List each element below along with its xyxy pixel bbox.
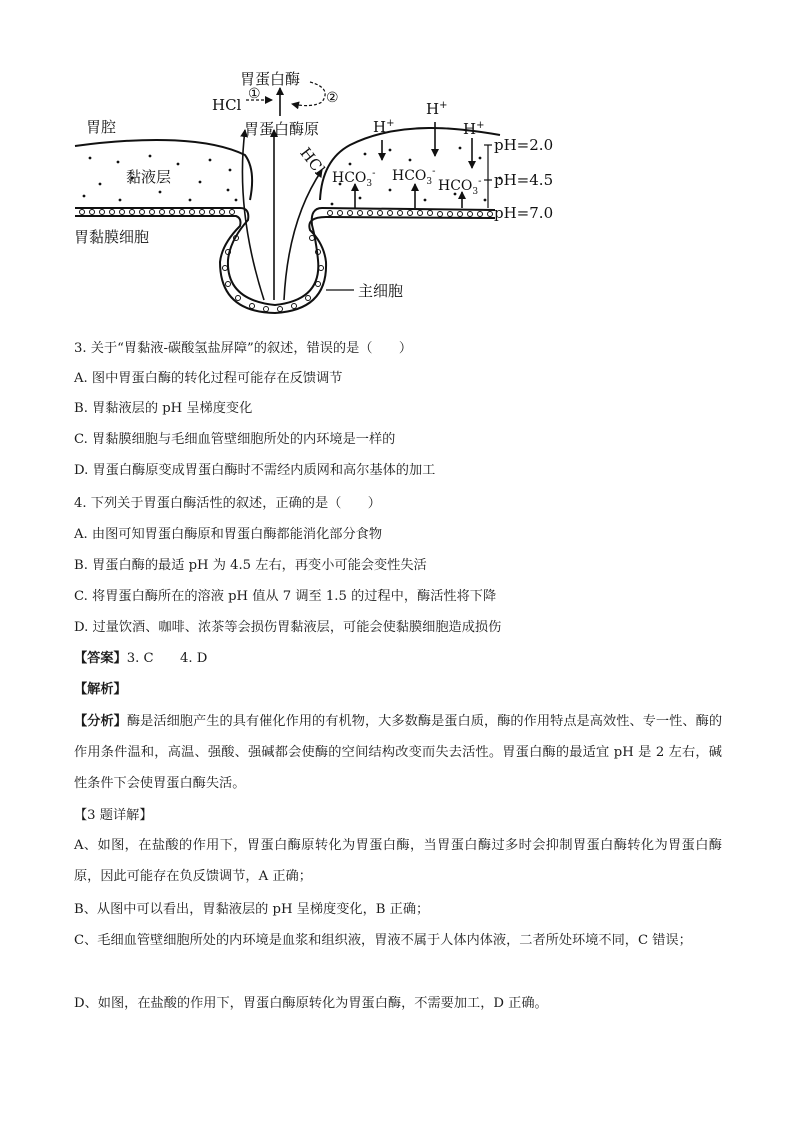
label-h-ion-3: H+: [463, 120, 485, 138]
question-3-option-a: A. 图中胃蛋白酶的转化过程可能存在反馈调节: [74, 371, 343, 386]
label-hcl-top: HCl: [212, 96, 242, 114]
question-3-stem: 3. 关于“胃黏液-碳酸氢盐屏障”的叙述，错误的是（ ）: [74, 341, 413, 356]
label-ph-2: pH=2.0: [494, 136, 554, 154]
question-4-option-d: D. 过量饮酒、咖啡、浓茶等会损伤胃黏液层，可能会使黏膜细胞造成损伤: [74, 620, 502, 635]
label-stomach-cavity: 胃腔: [86, 118, 117, 136]
question-4-option-a: A. 由图可知胃蛋白酶原和胃蛋白酶都能消化部分食物: [74, 527, 383, 542]
mucus-layer-outline: [75, 128, 500, 200]
cell-beads: [80, 210, 493, 312]
label-mucosa-cells: 胃黏膜细胞: [74, 228, 150, 246]
fenxi-text: 酶是活细胞产生的具有催化作用的有机物，大多数酶是蛋白质，酶的作用特点是高效性、专一性、酶的作用条件温和，高温、强酸、强碱都会使酶的空间结构改变而失去活性。胃蛋白酶的最适宜 pH 是 2 左右，碱性条件下会使胃蛋白酶失活。: [74, 714, 723, 791]
question-3-option-d: D. 胃蛋白酶原变成胃蛋白酶时不需经内质网和高尔基体的加工: [74, 463, 436, 478]
label-hco3-2: $HCO_3^-$: [392, 166, 436, 187]
label-hco3-1: $HCO_3^-$: [332, 168, 376, 189]
detail-3-label: 【3 题详解】: [74, 808, 153, 823]
gastric-barrier-diagram: [60, 60, 580, 340]
label-step1: ①: [248, 86, 261, 102]
label-chief-cell: 主细胞: [358, 282, 404, 300]
label-pepsinogen: 胃蛋白酶原: [244, 120, 320, 138]
answer-text: 3. C 4. D: [126, 651, 208, 666]
label-ph-7: pH=7.0: [494, 204, 554, 222]
label-hcl-side: HCl: [296, 144, 329, 179]
detail-3-item-a: A、如图，在盐酸的作用下，胃蛋白酶原转化为胃蛋白酶，当胃蛋白酶过多时会抑制胃蛋白酶转化为胃蛋白酶原，因此可能存在负反馈调节，A 正确；: [74, 838, 722, 884]
question-4-stem: 4. 下列关于胃蛋白酶活性的叙述，正确的是（ ）: [74, 496, 381, 511]
label-pepsin: 胃蛋白酶: [240, 70, 301, 88]
analysis-paragraph: [74, 706, 722, 799]
label-h-ion-1: H+: [373, 118, 395, 136]
analysis-label: 【解析】: [74, 682, 127, 697]
label-hco3-3: $HCO_3^-$: [438, 176, 482, 197]
label-mucus-layer: 黏液层: [126, 168, 172, 186]
detail-3-item-b: B、从图中可以看出，胃黏液层的 pH 呈梯度变化，B 正确；: [74, 902, 430, 917]
label-ph-4-5: pH=4.5: [494, 171, 554, 189]
fenxi-label: 【分析】: [74, 714, 127, 729]
label-h-ion-2: H+: [426, 100, 448, 118]
question-4-option-c: C. 将胃蛋白酶所在的溶液 pH 值从 7 调至 1.5 的过程中，酶活性将下降: [74, 589, 497, 604]
label-step2: ②: [326, 90, 339, 106]
question-4-option-b: B. 胃蛋白酶的最适 pH 为 4.5 左右，再变小可能会变性失活: [74, 558, 427, 573]
answer-line: [74, 649, 207, 669]
question-3-option-c: C. 胃黏膜细胞与毛细血管壁细胞所处的内环境是一样的: [74, 432, 396, 447]
detail-3-item-c: C、毛细血管壁细胞所处的内环境是血浆和组织液，胃液不属于人体内体液，二者所处环境不同，C 错误；: [74, 933, 692, 948]
answer-label: 【答案】: [74, 651, 127, 666]
detail-3-item-d: D、如图，在盐酸的作用下，胃蛋白酶原转化为胃蛋白酶，不需要加工，D 正确。: [74, 996, 548, 1011]
question-3-option-b: B. 胃黏液层的 pH 呈梯度变化: [74, 401, 253, 416]
